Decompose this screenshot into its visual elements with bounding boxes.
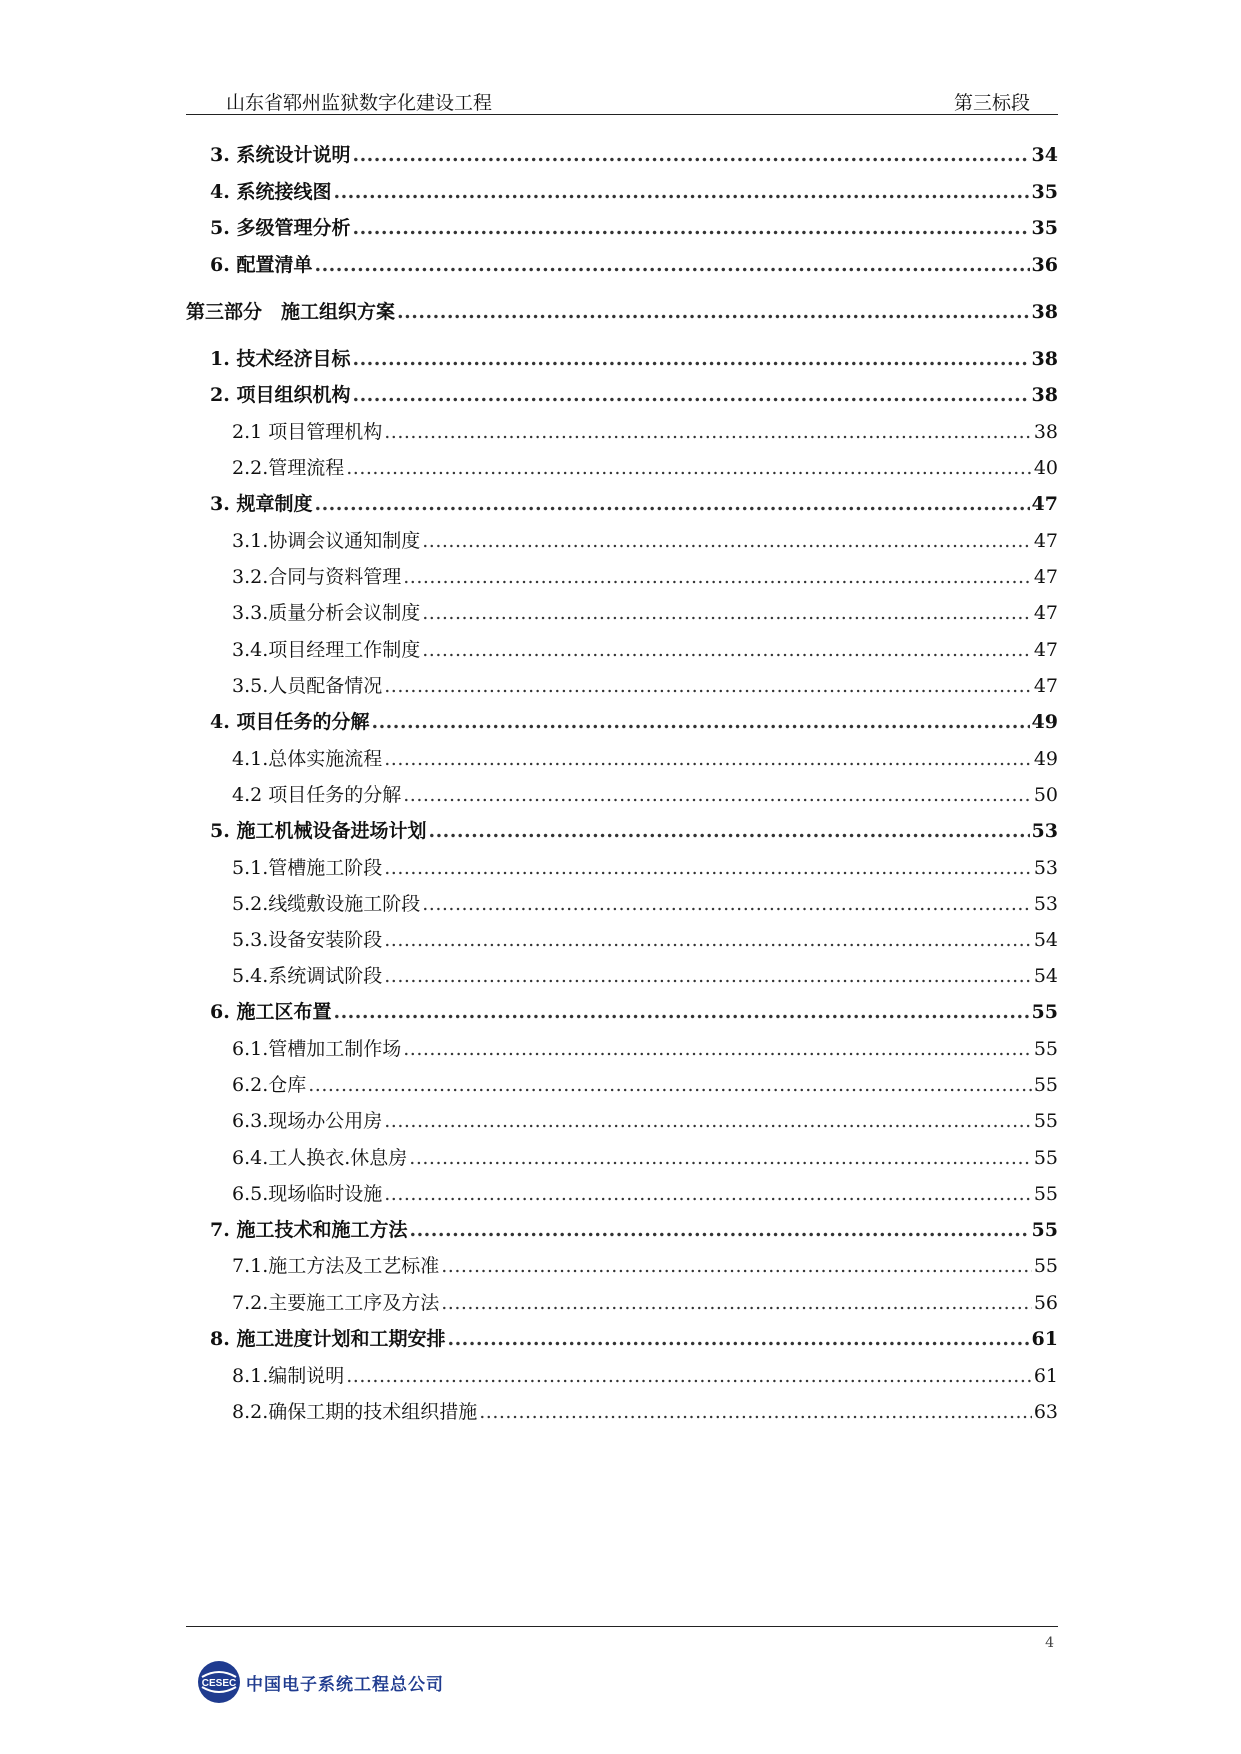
toc-leader-dots: [447, 1324, 1029, 1354]
toc-entry-title: 8. 施工进度计划和工期安排: [210, 1328, 446, 1350]
toc-entry[interactable]: [232, 1179, 1058, 1209]
toc-leader-dots: [352, 213, 1029, 243]
toc-entry-page: 54: [1033, 929, 1058, 951]
toc-leader-dots: [346, 1361, 1032, 1391]
toc-entry[interactable]: [232, 1251, 1058, 1281]
toc-entry-title: 4. 项目任务的分解: [210, 711, 370, 733]
toc-entry[interactable]: [232, 1106, 1058, 1136]
toc-entry-page: 38: [1031, 384, 1058, 406]
toc-leader-dots: [403, 1034, 1032, 1064]
toc-entry-page: 55: [1031, 1219, 1058, 1241]
toc-entry[interactable]: [232, 1397, 1058, 1427]
header-section: 第三标段: [953, 92, 1030, 114]
toc-entry-title: 3. 规章制度: [210, 493, 313, 515]
toc-leader-dots: [333, 177, 1029, 207]
toc-leader-dots: [422, 598, 1032, 628]
page-number: 4: [1045, 1635, 1054, 1651]
toc-entry-page: 55: [1033, 1110, 1058, 1132]
toc-leader-dots: [352, 140, 1029, 170]
toc-leader-dots: [479, 1397, 1032, 1427]
toc-entry-title: 8.2.确保工期的技术组织措施: [232, 1401, 478, 1423]
toc-entry[interactable]: [232, 1143, 1058, 1173]
toc-leader-dots: [346, 453, 1032, 483]
toc-entry-page: 35: [1031, 181, 1058, 203]
toc-leader-dots: [422, 526, 1032, 556]
toc-entry-title: 3.2.合同与资料管理: [232, 566, 402, 588]
toc-entry[interactable]: [232, 1070, 1058, 1100]
toc-entry[interactable]: [232, 961, 1058, 991]
toc-entry-title: 3. 系统设计说明: [210, 144, 351, 166]
page-footer: [186, 1626, 1058, 1695]
toc-entry-page: 55: [1033, 1074, 1058, 1096]
toc-entry-page: 50: [1033, 784, 1058, 806]
toc-entry-page: 35: [1031, 217, 1058, 239]
toc-entry[interactable]: [210, 1324, 1058, 1354]
toc-leader-dots: [409, 1143, 1032, 1173]
company-name: 中国电子系统工程总公司: [246, 1674, 444, 1695]
company-logo: [196, 1659, 444, 1705]
toc-entry-page: 55: [1033, 1255, 1058, 1277]
toc-entry[interactable]: [232, 417, 1058, 447]
toc-entry[interactable]: [210, 1215, 1058, 1245]
toc-leader-dots: [422, 635, 1032, 665]
toc-entry-page: 55: [1033, 1038, 1058, 1060]
toc-leader-dots: [403, 562, 1032, 592]
toc-entry-title: 2.2.管理流程: [232, 457, 345, 479]
toc-entry-page: 53: [1033, 893, 1058, 915]
toc-leader-dots: [314, 250, 1029, 280]
toc-leader-dots: [409, 1215, 1029, 1245]
toc-entry-page: 34: [1031, 144, 1058, 166]
toc-entry-page: 47: [1033, 566, 1058, 588]
toc-entry[interactable]: [210, 140, 1058, 170]
toc-entry-page: 53: [1033, 857, 1058, 879]
toc-leader-dots: [384, 961, 1032, 991]
toc-entry[interactable]: [210, 250, 1058, 280]
toc-entry[interactable]: [186, 297, 1058, 327]
toc-entry-page: 54: [1033, 965, 1058, 987]
toc-entry-title: 6.1.管槽加工制作场: [232, 1038, 402, 1060]
toc-entry-title: 6.3.现场办公用房: [232, 1110, 383, 1132]
toc-leader-dots: [384, 744, 1032, 774]
toc-entry-page: 55: [1033, 1147, 1058, 1169]
toc-leader-dots: [397, 297, 1030, 327]
toc-entry-title: 6.5.现场临时设施: [232, 1183, 383, 1205]
toc-entry[interactable]: [210, 489, 1058, 519]
toc-leader-dots: [384, 1179, 1032, 1209]
toc-leader-dots: [441, 1251, 1032, 1281]
toc-entry-page: 47: [1033, 675, 1058, 697]
toc-entry-title: 6. 配置清单: [210, 254, 313, 276]
toc-entry-title: 5.1.管槽施工阶段: [232, 857, 383, 879]
toc-entry-title: 4.1.总体实施流程: [232, 748, 383, 770]
toc-leader-dots: [384, 925, 1032, 955]
toc-leader-dots: [352, 380, 1029, 410]
toc-entry-page: 47: [1033, 530, 1058, 552]
toc-entry-title: 6.2.仓库: [232, 1074, 307, 1096]
toc-entry-page: 61: [1033, 1365, 1058, 1387]
toc-entry-title: 8.1.编制说明: [232, 1365, 345, 1387]
toc-entry-page: 38: [1033, 421, 1058, 443]
toc-leader-dots: [384, 671, 1032, 701]
toc-entry-title: 3.3.质量分析会议制度: [232, 602, 421, 624]
toc-leader-dots: [384, 417, 1032, 447]
toc-entry-title: 3.4.项目经理工作制度: [232, 639, 421, 661]
toc-entry[interactable]: [232, 1361, 1058, 1391]
toc-entry-title: 6. 施工区布置: [210, 1001, 332, 1023]
toc-entry[interactable]: [232, 562, 1058, 592]
toc-entry-title: 5.4.系统调试阶段: [232, 965, 383, 987]
toc-entry[interactable]: [232, 526, 1058, 556]
toc-entry[interactable]: [232, 1034, 1058, 1064]
toc-entry-page: 40: [1033, 457, 1058, 479]
toc-entry[interactable]: [232, 1288, 1058, 1318]
toc-entry-title: 第三部分 施工组织方案: [186, 301, 396, 323]
toc-entry-title: 2. 项目组织机构: [210, 384, 351, 406]
toc-leader-dots: [371, 707, 1029, 737]
toc-leader-dots: [314, 489, 1029, 519]
toc-entry[interactable]: [232, 635, 1058, 665]
toc-entry-page: 63: [1033, 1401, 1058, 1423]
toc-entry-page: 47: [1033, 639, 1058, 661]
toc-entry-page: 61: [1031, 1328, 1058, 1350]
page-header: [186, 80, 1058, 115]
toc-entry-title: 5. 施工机械设备进场计划: [210, 820, 427, 842]
toc-entry[interactable]: [210, 380, 1058, 410]
toc-entry[interactable]: [210, 707, 1058, 737]
toc-entry[interactable]: [210, 816, 1058, 846]
toc-entry-page: 55: [1033, 1183, 1058, 1205]
toc-entry[interactable]: [232, 598, 1058, 628]
toc-leader-dots: [308, 1070, 1032, 1100]
toc-entry-page: 38: [1031, 301, 1058, 323]
toc-entry[interactable]: [232, 853, 1058, 883]
toc-entry[interactable]: [232, 744, 1058, 774]
logo-mark-text: CESEC: [201, 1678, 237, 1689]
toc-leader-dots: [384, 1106, 1032, 1136]
toc-entry-title: 4. 系统接线图: [210, 181, 332, 203]
toc-entry-page: 49: [1031, 711, 1058, 733]
toc-entry[interactable]: [232, 671, 1058, 701]
toc-leader-dots: [422, 889, 1032, 919]
header-title: 山东省郓州监狱数字化建设工程: [226, 92, 493, 114]
toc-entry-title: 7.1.施工方法及工艺标准: [232, 1255, 440, 1277]
toc-entry-title: 3.5.人员配备情况: [232, 675, 383, 697]
toc-entry[interactable]: [232, 780, 1058, 810]
toc-entry-title: 3.1.协调会议通知制度: [232, 530, 421, 552]
toc-leader-dots: [333, 997, 1029, 1027]
toc-entry-title: 7.2.主要施工工序及方法: [232, 1292, 440, 1314]
toc-entry-title: 7. 施工技术和施工方法: [210, 1219, 408, 1241]
toc-entry-page: 47: [1031, 493, 1058, 515]
toc-entry-page: 49: [1033, 748, 1058, 770]
toc-entry-page: 53: [1031, 820, 1058, 842]
toc-entry-title: 1. 技术经济目标: [210, 348, 351, 370]
cesec-logo-icon: [196, 1659, 242, 1705]
toc-leader-dots: [403, 780, 1032, 810]
toc-entry-title: 6.4.工人换衣.休息房: [232, 1147, 408, 1169]
toc-entry[interactable]: [210, 997, 1058, 1027]
toc-entry-title: 5.3.设备安装阶段: [232, 929, 383, 951]
toc-entry-page: 38: [1031, 348, 1058, 370]
toc-entry[interactable]: [232, 925, 1058, 955]
toc-entry-title: 5.2.线缆敷设施工阶段: [232, 893, 421, 915]
toc-leader-dots: [384, 853, 1032, 883]
toc-leader-dots: [441, 1288, 1032, 1318]
toc-leader-dots: [428, 816, 1029, 846]
toc-entry-title: 2.1 项目管理机构: [232, 421, 383, 443]
toc-entry[interactable]: [210, 213, 1058, 243]
toc-entry-page: 36: [1031, 254, 1058, 276]
toc-entry[interactable]: [232, 889, 1058, 919]
toc-entry-page: 47: [1033, 602, 1058, 624]
toc-entry-title: 4.2 项目任务的分解: [232, 784, 402, 806]
toc-entry[interactable]: [210, 177, 1058, 207]
toc-entry-page: 56: [1033, 1292, 1058, 1314]
toc-entry-title: 5. 多级管理分析: [210, 217, 351, 239]
toc-leader-dots: [352, 344, 1029, 374]
toc-entry-page: 55: [1031, 1001, 1058, 1023]
toc-entry[interactable]: [232, 453, 1058, 483]
toc-entry[interactable]: [210, 344, 1058, 374]
